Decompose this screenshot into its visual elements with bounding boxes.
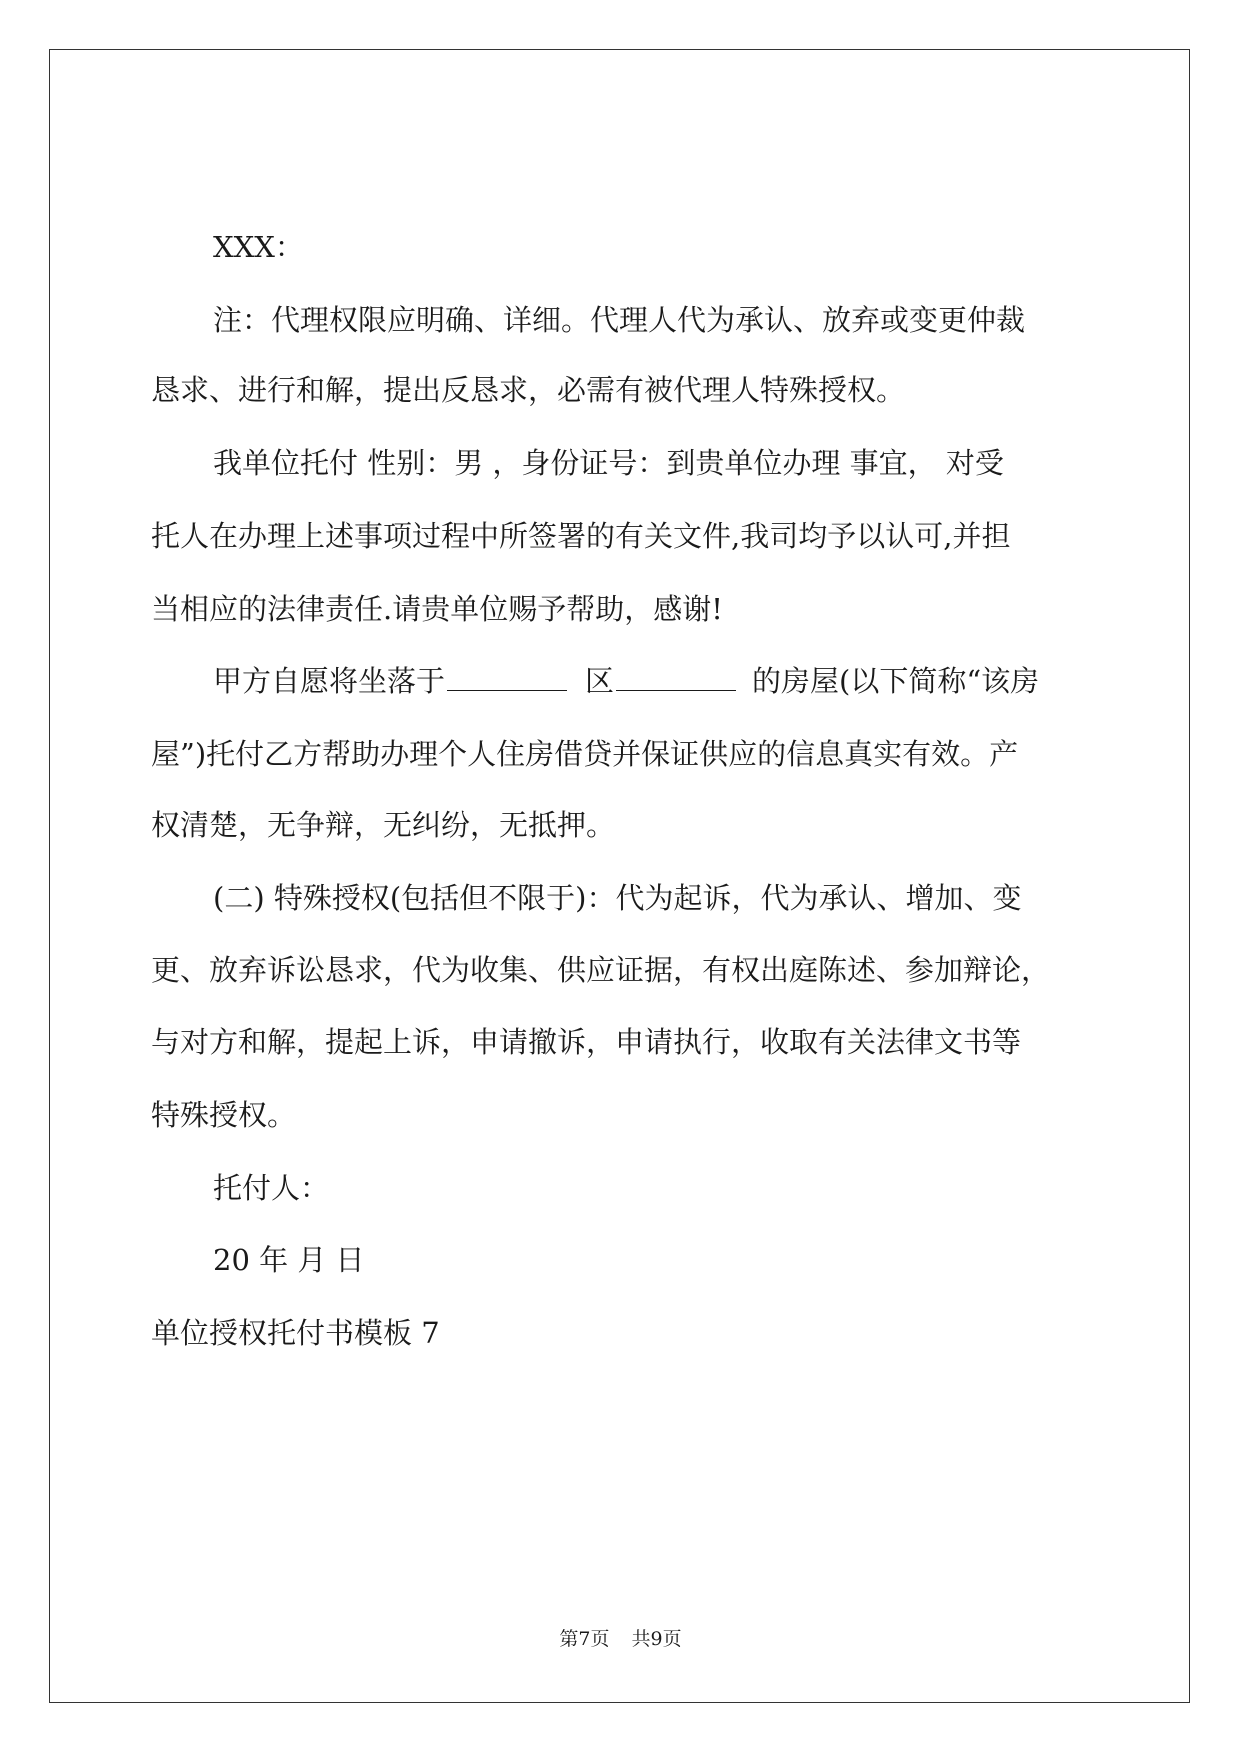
date-line: 20 年 月 日 [213,1243,365,1277]
house-line-1-part-a: 甲方自愿将坐落于 [213,664,446,698]
district-blank [616,664,736,691]
page-footer [0,1627,1241,1651]
special-line-1: (二) 特殊授权(包括但不限于)：代为起诉，代为承认、增加、变 [213,881,1022,915]
house-line-1-part-b: 区 [585,664,615,698]
page-total: 共9页 [631,1628,682,1650]
entrust-line-1: 我单位托付 性别：男 ，身份证号：到贵单位办理 事宜， 对受 [213,446,1004,480]
note-line-1: 注：代理权限应明确、详细。代理人代为承认、放弃或变更仲裁 [213,303,1026,337]
page-current: 第7页 [559,1628,610,1650]
house-line-1-part-c: 的房屋(以下简称“该房 [752,664,1040,698]
page-border [49,49,1190,1703]
house-line-1 [213,664,1039,698]
entrust-line-2: 托人在办理上述事项过程中所签署的有关文件,我司均予以认可,并担 [151,519,1011,553]
house-line-2: 屋”)托付乙方帮助办理个人住房借贷并保证供应的信息真实有效。产 [151,737,1019,771]
special-line-3: 与对方和解，提起上诉，申请撤诉，申请执行，收取有关法律文书等 [151,1025,1022,1059]
special-line-2: 更、放弃诉讼恳求，代为收集、供应证据，有权出庭陈述、参加辩论， [151,953,1051,987]
entrust-line-3: 当相应的法律责任.请贵单位赐予帮助，感谢! [151,592,723,626]
salutation: XXX： [213,230,304,264]
house-line-3: 权清楚，无争辩，无纠纷，无抵押。 [151,808,616,842]
note-line-2: 恳求、进行和解，提出反恳求，必需有被代理人特殊授权。 [151,373,906,407]
location-blank [447,664,567,691]
special-line-4: 特殊授权。 [151,1098,297,1132]
template-title: 单位授权托付书模板 7 [151,1316,440,1350]
principal-label: 托付人： [213,1171,330,1205]
